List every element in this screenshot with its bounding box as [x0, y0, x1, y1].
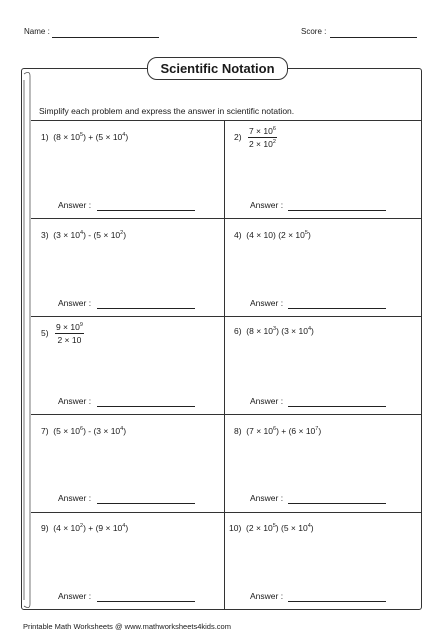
problem-6: 6) $(8 \times 10^3)$ $(3 \times 10^4)$ — [234, 326, 314, 336]
problem-3: 3) $(3 \times 10^4) - (5 \times 10^2)$ — [41, 230, 127, 240]
grid-divider — [31, 512, 422, 513]
answer-line-6[interactable] — [288, 406, 386, 407]
answer-line-1[interactable] — [97, 210, 195, 211]
score-label: Score : — [301, 27, 327, 36]
problem-grid — [31, 120, 422, 610]
answer-label: Answer : — [250, 493, 284, 503]
problem-2: 2) $\frac{7 \times 10^6}{2 \times 10^2}$ — [234, 126, 276, 149]
answer-line-9[interactable] — [97, 601, 195, 602]
answer-label: Answer : — [250, 200, 284, 210]
answer-line-10[interactable] — [288, 601, 386, 602]
answer-label: Answer : — [58, 298, 92, 308]
grid-divider — [31, 316, 422, 317]
answer-label: Answer : — [58, 200, 92, 210]
answer-label: Answer : — [58, 591, 92, 601]
name-label: Name : — [24, 27, 50, 36]
answer-label: Answer : — [58, 396, 92, 406]
answer-label: Answer : — [250, 591, 284, 601]
answer-line-3[interactable] — [97, 308, 195, 309]
answer-label: Answer : — [250, 396, 284, 406]
grid-divider-vertical — [224, 120, 225, 610]
answer-line-5[interactable] — [97, 406, 195, 407]
fraction: $\frac{7 \times 10^6}{2 \times 10^2}$ — [248, 126, 276, 149]
fraction: $\frac{9 \times 10^9}{2 \times 10}$ — [55, 322, 83, 345]
worksheet-title: Scientific Notation — [147, 57, 288, 80]
answer-line-8[interactable] — [288, 503, 386, 504]
problem-1: 1) $(8 \times 10^5) + (5 \times 10^4)$ — [41, 132, 129, 142]
problem-8: 8) $(7 \times 10^6) + (6 \times 10^7)$ — [234, 426, 322, 436]
footer-credit: Printable Math Worksheets @ www.mathworksheets4kids.com — [23, 622, 231, 631]
instructions: Simplify each problem and express the answer in scientific notation. — [39, 106, 295, 116]
name-field-line[interactable] — [52, 37, 159, 38]
grid-divider — [31, 414, 422, 415]
problem-7: 7) $(5 \times 10^6) - (3 \times 10^4)$ — [41, 426, 127, 436]
answer-label: Answer : — [58, 493, 92, 503]
answer-label: Answer : — [250, 298, 284, 308]
problem-9: 9) $(4 \times 10^2) + (9 \times 10^4)$ — [41, 523, 129, 533]
answer-line-2[interactable] — [288, 210, 386, 211]
answer-line-7[interactable] — [97, 503, 195, 504]
grid-divider — [31, 218, 422, 219]
problem-4: 4) (4 × 10) $(2 \times 10^5)$ — [234, 230, 311, 240]
answer-line-4[interactable] — [288, 308, 386, 309]
score-field-line[interactable] — [330, 37, 417, 38]
problem-5: 5) $\frac{9 \times 10^9}{2 \times 10}$ — [41, 322, 83, 345]
problem-10: 10) $(2 \times 10^5)$ $(5 \times 10^4)$ — [229, 523, 314, 533]
